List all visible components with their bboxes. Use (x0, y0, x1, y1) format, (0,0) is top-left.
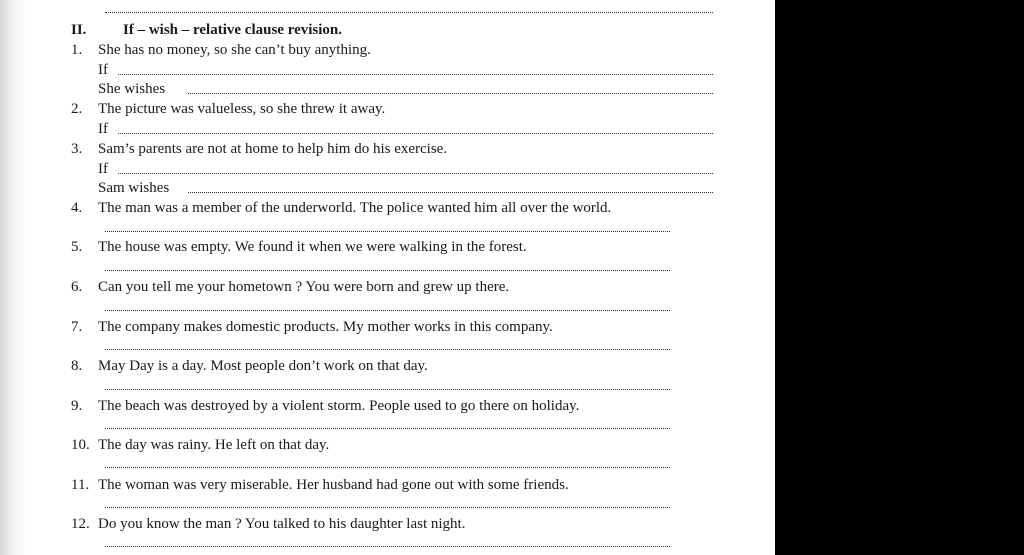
item-sentence: May Day is a day. Most people don’t work on that day. (98, 358, 428, 374)
answer-line[interactable] (105, 231, 670, 232)
answer-line[interactable] (188, 192, 713, 193)
black-margin-panel (775, 0, 1024, 555)
answer-line[interactable] (118, 173, 713, 174)
answer-prompt: Sam wishes (98, 180, 170, 196)
answer-line[interactable] (118, 74, 713, 75)
page-edge-shadow (0, 0, 26, 555)
item-number: 2. (71, 101, 83, 117)
item-number: 4. (71, 200, 83, 216)
answer-prompt: If (98, 121, 108, 137)
item-sentence: The day was rainy. He left on that day. (98, 437, 330, 453)
answer-line[interactable] (105, 270, 670, 271)
answer-prompt: If (98, 62, 108, 78)
answer-prompt: If (98, 161, 108, 177)
item-number: 3. (71, 141, 83, 157)
item-sentence: The picture was valueless, so she threw it away. (98, 101, 386, 117)
item-number: 5. (71, 239, 83, 255)
item-sentence: The company makes domestic products. My mother works in this company. (98, 319, 553, 335)
answer-line[interactable] (105, 349, 670, 350)
item-number: 10. (71, 437, 90, 453)
item-number: 8. (71, 358, 83, 374)
item-sentence: The woman was very miserable. Her husband had gone out with some friends. (98, 477, 569, 493)
item-sentence: The beach was destroyed by a violent storm. People used to go there on holiday. (98, 398, 580, 414)
item-sentence: She has no money, so she can’t buy anything. (98, 42, 371, 58)
item-number: 1. (71, 42, 83, 58)
answer-line[interactable] (188, 93, 713, 94)
item-sentence: Can you tell me your hometown ? You were born and grew up there. (98, 279, 510, 295)
answer-line[interactable] (105, 546, 670, 547)
section-title: If – wish – relative clause revision. (123, 22, 343, 38)
item-sentence: The house was empty. We found it when we were walking in the forest. (98, 239, 527, 255)
item-number: 7. (71, 319, 83, 335)
answer-line[interactable] (105, 389, 670, 390)
answer-line[interactable] (118, 133, 713, 134)
item-sentence: Sam’s parents are not at home to help him do his exercise. (98, 141, 448, 157)
item-number: 12. (71, 516, 90, 532)
answer-line[interactable] (105, 467, 670, 468)
item-sentence: Do you know the man ? You talked to his daughter last night. (98, 516, 466, 532)
answer-line[interactable] (105, 310, 670, 311)
answer-line-previous (105, 12, 713, 13)
answer-prompt: She wishes (98, 81, 166, 97)
item-number: 6. (71, 279, 83, 295)
item-number: 11. (71, 477, 90, 493)
section-number: II. (71, 22, 87, 38)
answer-line[interactable] (105, 507, 670, 508)
answer-line[interactable] (105, 428, 670, 429)
item-sentence: The man was a member of the underworld. The police wanted him all over the world. (98, 200, 612, 216)
item-number: 9. (71, 398, 83, 414)
